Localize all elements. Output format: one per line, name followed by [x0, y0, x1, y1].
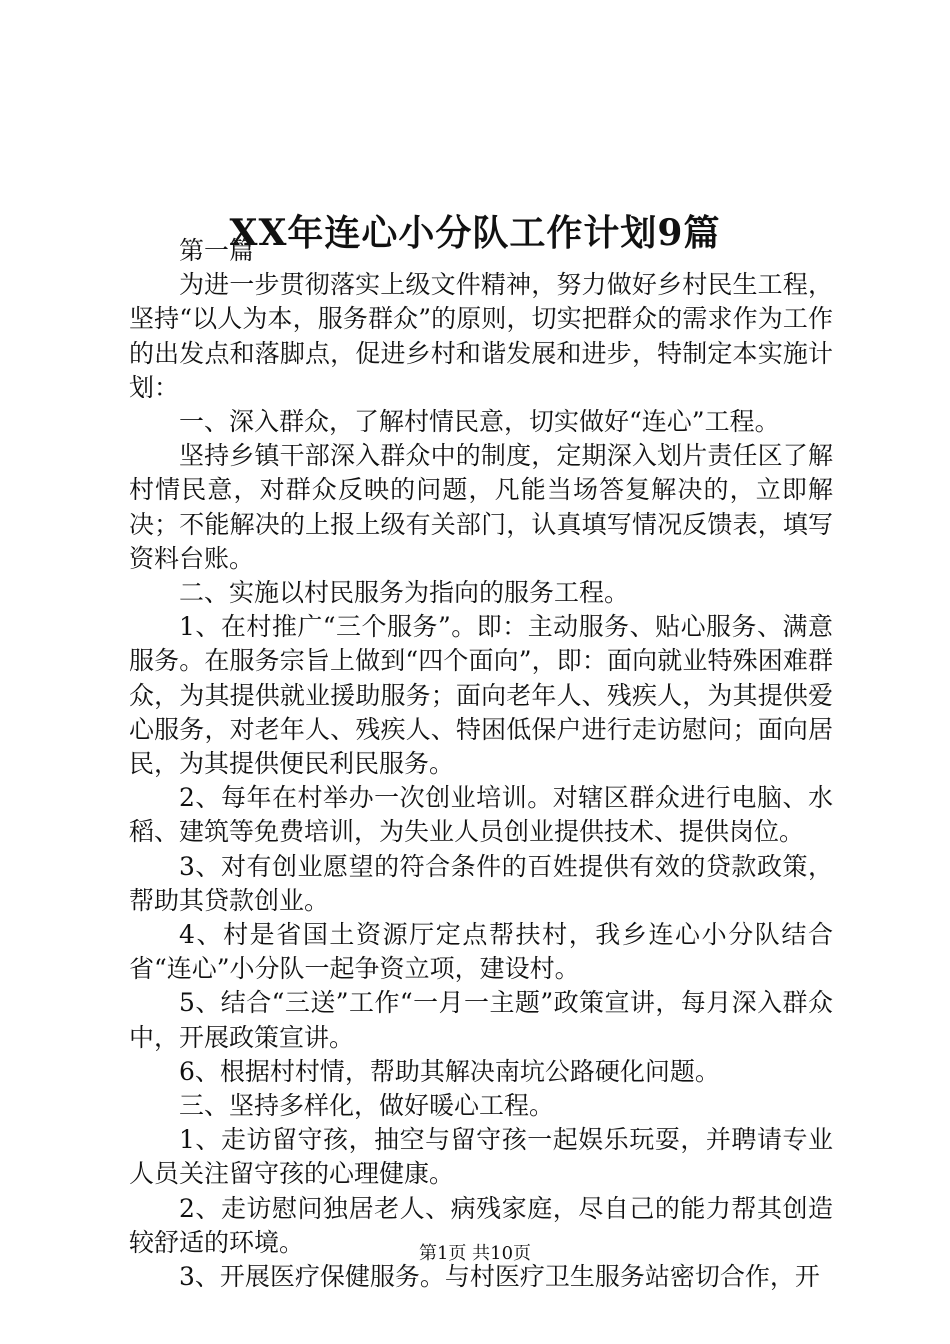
paragraph: 6、根据村村情，帮助其解决南坑公路硬化问题。: [179, 1056, 720, 1086]
paragraph: 1、在村推广“三个服务”。即：主动服务、贴心服务、满意服务。在服务宗旨上做到“四个面向”，即：面向就业特殊困难群众，为其提供就业援助服务；面向老年人、残疾人，为其提供爱心服务，对老年人、残疾人、特困低保户进行走访慰问；面向居民，为其提供便民利民服务。: [129, 612, 833, 779]
paragraph: 4、村是省国土资源厅定点帮扶村，我乡连心小分队结合省“连心”小分队一起争资立项，建设村。: [129, 920, 833, 984]
paragraph: 三、坚持多样化，做好暖心工程。: [179, 1091, 555, 1121]
page-footer: 第1页 共10页: [418, 1243, 532, 1264]
paragraph: 2、走访慰问独居老人、病残家庭，尽自己的能力帮其创造较舒适的环境。: [129, 1193, 833, 1257]
document-body: [129, 234, 833, 1294]
document-title: XX年连心小分队工作计划9篇: [229, 212, 721, 255]
paragraph: 坚持乡镇干部深入群众中的制度，定期深入划片责任区了解村情民意，对群众反映的问题，凡能当场答复解决的，立即解决；不能解决的上报上级有关部门，认真填写情况反馈表，填写资料台账。: [129, 441, 833, 573]
paragraph: 3、对有创业愿望的符合条件的百姓提供有效的贷款政策，帮助其贷款创业。: [129, 851, 833, 915]
paragraph: 为进一步贯彻落实上级文件精神，努力做好乡村民生工程，坚持“以人为本，服务群众”的原则，切实把群众的需求作为工作的出发点和落脚点，促进乡村和谐发展和进步，特制定本实施计划：: [129, 270, 833, 402]
paragraph: 3、开展医疗保健服务。与村医疗卫生服务站密切合作，开: [179, 1262, 820, 1292]
paragraph: 一、深入群众，了解村情民意，切实做好“连心”工程。: [179, 407, 780, 437]
section-heading: 第一篇: [179, 236, 255, 265]
paragraph: 二、实施以村民服务为指向的服务工程。: [179, 578, 630, 608]
paragraph: 1、走访留守孩，抽空与留守孩一起娱乐玩耍，并聘请专业人员关注留守孩的心理健康。: [129, 1125, 833, 1189]
paragraph: 5、结合“三送”工作“一月一主题”政策宣讲，每月深入群众中，开展政策宣讲。: [129, 988, 833, 1052]
paragraph: 2、每年在村举办一次创业培训。对辖区群众进行电脑、水稻、建筑等免费培训，为失业人员创业提供技术、提供岗位。: [129, 783, 833, 847]
